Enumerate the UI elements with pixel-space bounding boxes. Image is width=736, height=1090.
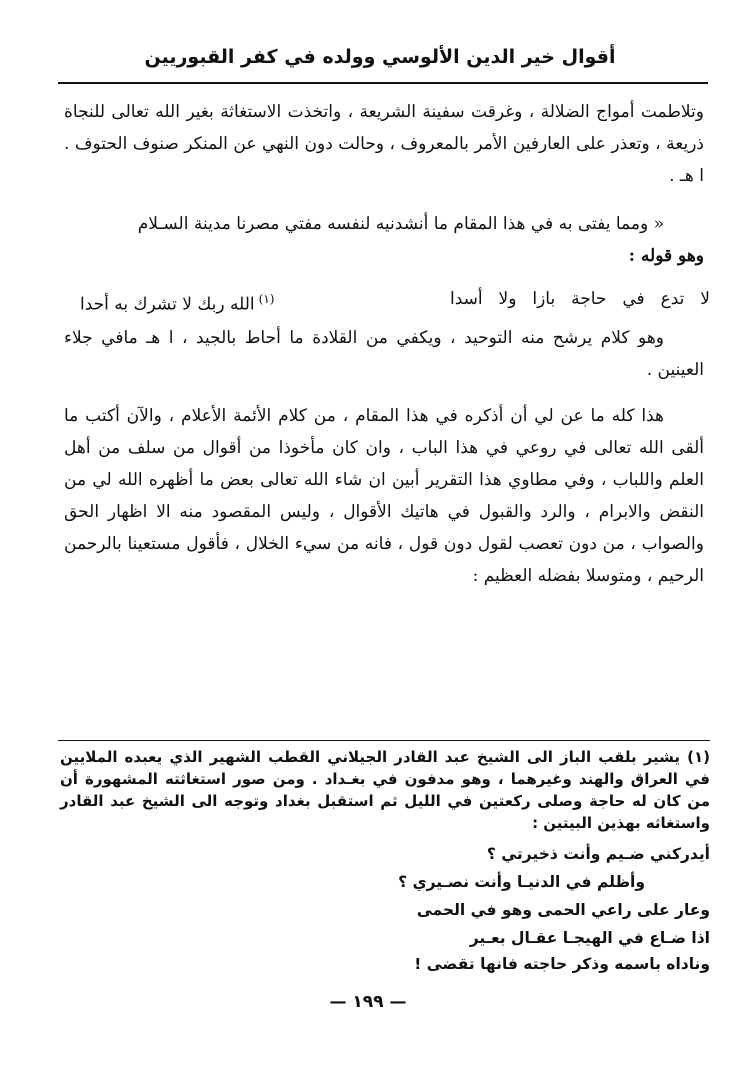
footnote-verse-line: وأظلم في الدنيـا وأنت نصـيري ؟ <box>398 873 645 891</box>
paragraph-commentary: وهو كلام يرشح منه التوحيد ، ويكفي من القلادة ما أحاط بالجيد ، ا هـ مافي جلاء العينين . <box>64 328 704 380</box>
verse-second-hemistich-wrapper <box>80 283 410 321</box>
poem-verse <box>70 283 710 315</box>
footnote-closing-line: وناداه باسمه وذكر حاجته فانها تقضى ! <box>414 955 710 973</box>
quote-intro-line-2: وهو قوله : <box>628 246 704 266</box>
verse-second-hemistich: الله ربك لا تشرك به أحدا <box>80 294 255 315</box>
footnote-reference: (١) <box>258 292 275 306</box>
footnote-text: (١) يشير بلقب الباز الى الشيخ عبد القادر الجيلاني القطب الشهير الذي يعبده الملايين في العراق والهند وغيرهما ، وهو مدفون في بغـداد . ومن صور استغاثته المشهورة أن من كان له حاجة وصلى ركعتين في الليل ثم استقبل بغداد وتوجه الى الشيخ عبد القادر واستغاثه بهذين البيتين : <box>60 748 710 832</box>
footnote-verse-line: اذا ضـاع في الهيجـا عقـال بعـير <box>469 929 710 947</box>
footnote-verse-line: أيدركني ضـيم وأنت ذخيرتي ؟ <box>486 845 710 863</box>
header-rule <box>58 82 708 84</box>
quote-intro-line: « ومما يفتى به في هذا المقام ما أنشدنيه لنفسه مفتي مصرنا مدينة السـلام <box>137 214 664 234</box>
footnote-verse-line: وعار على راعي الحمى وهو في الحمى <box>416 901 710 919</box>
page-number: — ١٩٩ — <box>329 992 407 1012</box>
running-title: أقوال خير الدين الألوسي وولده في كفر القبوريين <box>144 46 616 68</box>
paragraph-quote-intro <box>64 208 704 272</box>
paragraph-continuation: وتلاطمت أمواج الضلالة ، وغرقت سفينة الشريعة ، واتخذت الاستغاثة بغير الله تعالى للنجاة ذريعة ، وتعذر على العارفين الأمر بالمعروف ، وحالت دون النهي عن المنكر صنوف الحتوف . ا هـ . <box>64 102 704 186</box>
paragraph-main: هذا كله ما عن لي أن أذكره في هذا المقام ، من كلام الأئمة الأعلام ، والآن أكتب ما ألقى الله تعالى في روعي في هذا الباب ، وان كان مأخوذا من أقوال من سلف من أهل العلم واللباب ، وفي مطاوي هذا التقرير أبين ان شاء الله تعالى بعض ما أظهره الله لي من النقض والابرام ، والرد والقبول في هاتيك الأقوال ، وليس المقصود منه الا اظهار الحق والصواب ، من دون تعصب لقول دون قول ، فانه من سيء الخلال ، فأقول مستعينا بالرحمن الرحيم ، ومتوسلا بفضله العظيم : <box>64 406 704 586</box>
footnote-rule <box>58 740 710 741</box>
verse-first-hemistich: لا تدع في حاجة بازا ولا أسدا <box>450 289 710 309</box>
